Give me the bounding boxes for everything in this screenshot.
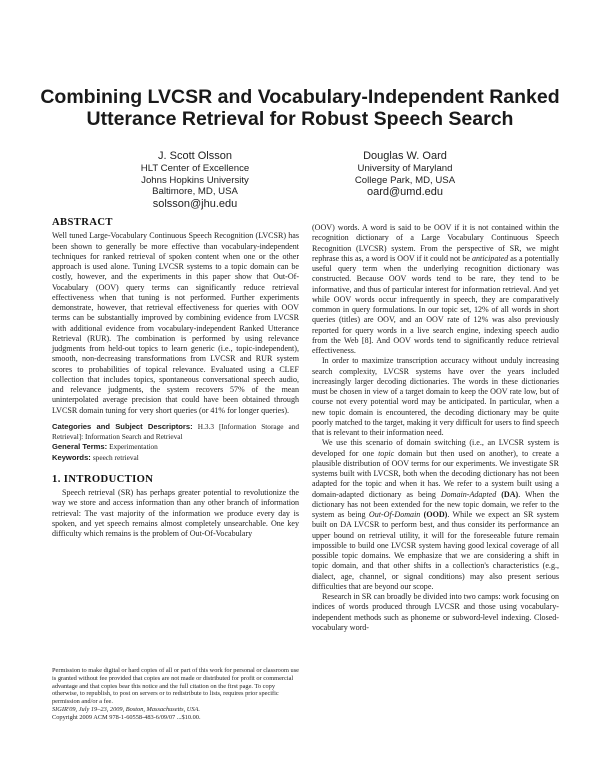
text-run: (OOV) words. A word is said to be OOV if it is not contained within the recognition dictionary of a Large Vocabulary Continuous Speech Recognition (LVCSR) system. From the perspective of SR, we might rephrase this as, a word is OOV if it could not be [312, 223, 559, 263]
body-paragraph: In order to maximize transcription accuracy without unduly increasing search complexity, LVCSR systems have over the years included increasingly larger decoding dictionaries. The words in these dictionaries must be chosen in view of a target domain to keep the OOV rate low, but of course not every potential word may be anticipated. In particular, when a new topic domain is encountered, the decoding dictionary may be quite poorly matched to the target, making it very difficult for users to find speech that is relevant to their information need. [312, 356, 559, 437]
author-block-olsson [95, 150, 295, 211]
introduction-section [52, 475, 299, 540]
keywords-value: speech retrieval [92, 452, 139, 462]
author-address: Baltimore, MD, USA [152, 186, 238, 197]
author-email: oard@umd.edu [367, 186, 443, 198]
text-run: domain but then used on another), to create a plausible distribution of OOV terms for our experiments. We investigate SR systems built with LVCSR, both when the decoding dictionary has not been adapted for the topic and when it has. We refer to a system built using a domain-adapted dictionary as being [312, 448, 560, 499]
author-address: College Park, MD, USA [354, 174, 456, 186]
body-paragraph [312, 223, 559, 356]
conference-line: SIGIR'09, July 19–23, 2009, Boston, Massachusetts, USA. [52, 705, 200, 713]
body-paragraph [312, 438, 559, 592]
text-run: as a potentially useful query term when the underlying recognition dictionary was constructed. Because OOV words tend to be rare, they tend to be informative, and thus of particular interest for information retrieval. And yet while OOV words occur infrequently in speech, they are comparatively common in query formulations. In our topic set, 12% of all words in short queries (titles) are OOV, and an OOV rate of 12% was also previously reported for query words in a live search engine, indexing speech audio from the Web [8]. And OOV words tend to significantly reduce retrieval effectiveness. [312, 253, 560, 355]
author-name: Douglas W. Oard [363, 150, 447, 162]
right-column [312, 223, 559, 633]
emphasis-text: Out-Of-Domain [368, 510, 421, 519]
paper-title: Combining LVCSR and Vocabulary-Independent Ranked Utterance Retrieval for Robust Speech Search [40, 86, 560, 130]
introduction-text: Speech retrieval (SR) has perhaps greater potential to revolutionize the way we store and access information than any other branch of information retrieval: The vast majority of the information we produce every day is spoken, and yet speech remains almost completely unsearchable. One key difficulty which remains is the problem of Out-Of-Vocabulary [52, 488, 299, 538]
text-run: . When the dictionary has not been extended for the new topic domain, we refer to the system as being [312, 489, 560, 519]
permission-notice: Permission to make digital or hard copies of all or part of this work for personal or classroom use is granted without fee provided that copies are not made or distributed for profit or commercial advantage and that copies bear this notice and the full citation on the first page. To copy otherwise, to republish, to post on servers or to redistribute to lists, requires prior specific permission and/or a fee. [52, 667, 299, 705]
copyright-footnote [52, 667, 299, 721]
categories-value: H.3.3 [Information Storage and Retrieval]: Information Search and Retrieval [52, 421, 299, 441]
bold-acronym: (DA) [501, 489, 519, 499]
abstract-heading: ABSTRACT [52, 217, 113, 228]
author-affiliation: Johns Hopkins University [141, 174, 249, 186]
author-affiliation: HLT Center of Excellence [140, 163, 250, 174]
keywords-label: Keywords: [52, 452, 91, 462]
copyright-line: Copyright 2009 ACM 978-1-60558-483-6/09/07 ...$10.00. [52, 713, 201, 721]
text-run: . While we expect an SR system built on DA LVCSR to perform best, and thus consider its performance an upper bound on retrieval utility, it will for the foreseeable future remain impossible to build one LVCSR system having good lexical coverage of all possible topic domains. We emphasize that we are considering a shift in topic domain, and that other shifts in a collection's characteristics (e.g., dialect, age, channel, or signal conditions) may also present serious difficulties that are beyond our scope. [312, 510, 559, 591]
emphasis-text: Domain-Adapted [440, 489, 497, 499]
categories-label: Categories and Subject Descriptors: [52, 421, 193, 431]
emphasis-text: topic [378, 448, 395, 458]
text-run: We use this scenario of domain switching (i.e., an LVCSR system is developed for one [312, 438, 559, 458]
general-terms-label: General Terms: [52, 442, 108, 452]
paper-metadata [52, 422, 299, 463]
author-email: solsson@jhu.edu [152, 197, 238, 210]
author-name: J. Scott Olsson [158, 150, 232, 162]
left-column [52, 218, 299, 539]
general-terms-value: Experimentation [109, 442, 158, 452]
abstract-text: Well tuned Large-Vocabulary Continuous Speech Recognition (LVCSR) has been shown to generally be more effective than vocabulary-independent techniques for ranked retrieval of spoken content when one or the other approach is used alone. Tuning LVCSR systems to a topic domain can be costly, however, and the experiments in this paper show that Out-Of-Vocabulary (OOV) query terms can significantly reduce retrieval effectiveness when that tuning is not performed. Further experiments demonstrate, however, that retrieval effectiveness for queries with OOV terms can be substantially improved by combining evidence from LVCSR with additional evidence from vocabulary-independent Ranked Utterance Retrieval (RUR). The combination is performed by using relevance judgments from held-out topics to learn generic (i.e., topic-independent), smooth, non-decreasing transformations from LVCSR and RUR system scores to probabilities of topical relevance. Evaluated using a CLEF collection that includes topics, spontaneous conversational speech audio, and relevance judgments, the system recovers 57% of the mean uninterpolated average precision that could have been obtained through LVCSR domain tuning for very short queries (or 41% for longer queries). [52, 231, 299, 415]
author-affiliation: University of Maryland [357, 163, 453, 174]
body-paragraph: Research in SR can broadly be divided into two camps: work focusing on indices of words produced through LVCSR and those using vocabulary-independent methods such as phoneme or subword-level indexing. Closed-vocabulary word- [312, 592, 559, 632]
author-block-oard [305, 150, 505, 199]
emphasis-text: anticipated [471, 253, 509, 263]
introduction-heading: 1. INTRODUCTION [52, 473, 154, 485]
bold-acronym: (OOD) [423, 510, 448, 519]
